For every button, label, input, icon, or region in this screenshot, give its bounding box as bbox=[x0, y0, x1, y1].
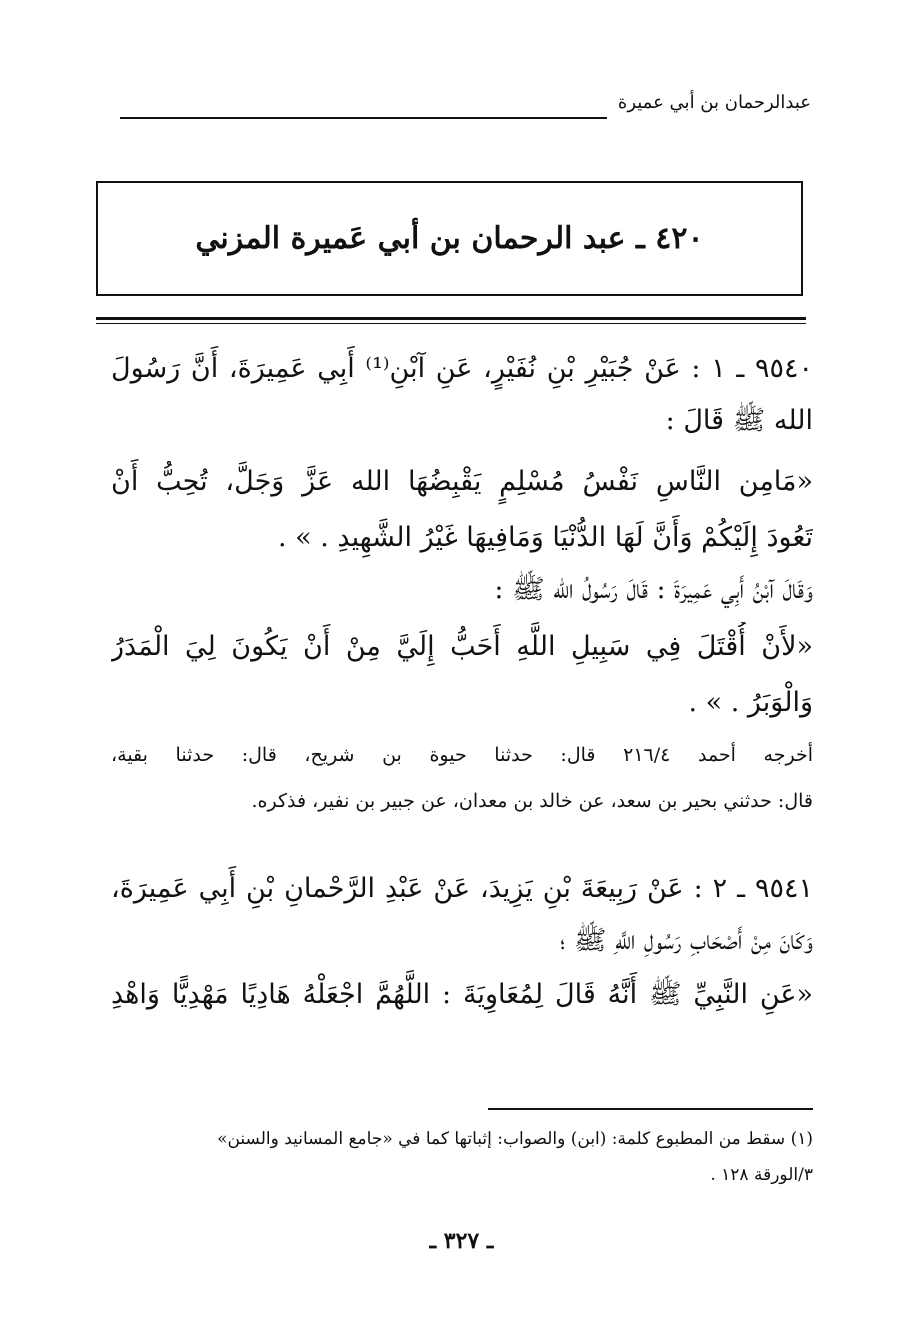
source-note-line-2: قال: حدثني بحير بن سعد، عن خالد بن معدان، عن جبير بن نفير، فذكره. bbox=[251, 790, 813, 812]
chapter-title-box bbox=[96, 181, 803, 296]
chapter-title: ٤٢٠ ـ عبد الرحمان بن أبي عَميرة المزني bbox=[195, 221, 704, 256]
footnote-line-1: (١) سقط من المطبوع كلمة: (ابن) والصواب: إثباتها كما في «جامع المسانيد والسنن» bbox=[217, 1129, 813, 1149]
running-title: عبدالرحمان بن أبي عميرة bbox=[617, 92, 811, 113]
title-rule-thin bbox=[96, 323, 806, 324]
header-rule bbox=[120, 117, 607, 119]
hadith-1-line-5: وَقَالَ آبْنُ أَبِي عَمِيرَةَ : قَالَ رَسُولُ الله ﷺ : bbox=[494, 574, 813, 605]
footnote-line-2: ٣/الورقة ١٢٨ . bbox=[710, 1165, 813, 1185]
hadith-1-line-1: ٩٥٤٠ ـ ١ : عَنْ جُبَيْرِ بْنِ نُفَيْرٍ، عَنِ آبْنِ⁽¹⁾ أَبِي عَمِيرَةَ، أَنَّ رَسُولَ bbox=[111, 353, 813, 384]
hadith-2-line-1: ٩٥٤١ ـ ٢ : عَنْ رَبِيعَةَ بْنِ يَزِيدَ، عَنْ عَبْدِ الرَّحْمانِ بْنِ أَبِي عَمِيرَةَ، bbox=[111, 873, 813, 904]
page-number: ـ ٣٢٧ ـ bbox=[429, 1228, 494, 1254]
hadith-1-line-2: الله ﷺ قَالَ : bbox=[665, 405, 813, 436]
source-note-line-1: أخرجه أحمد ٢١٦/٤ قال: حدثنا حيوة بن شريح، قال: حدثنا بقية، bbox=[111, 744, 813, 766]
hadith-1-line-3: «مَامِن النَّاسِ نَفْسُ مُسْلِمٍ يَقْبِضُهَا الله عَزَّ وَجَلَّ، تُحِبُّ أَنْ bbox=[111, 466, 813, 497]
footnote-rule bbox=[488, 1108, 813, 1110]
hadith-1-line-4: تَعُودَ إِلَيْكُمْ وَأَنَّ لَهَا الدُّنْيَا وَمَافِيهَا غَيْرُ الشَّهِيدِ . » . bbox=[277, 522, 813, 553]
hadith-2-line-2: وَكَانَ مِنْ أَصْحَابِ رَسُولِ اللَّهِ ﷺ ؛ bbox=[559, 925, 813, 956]
hadith-2-line-3: «عَنِ النَّبِيِّ ﷺ أَنَّهُ قَالَ لِمُعَاوِيَةَ : اللَّهُمَّ اجْعَلْهُ هَادِيًا مَهْدِيًّا وَاهْدِ bbox=[111, 979, 813, 1010]
hadith-1-line-6: «لأَنْ أُقْتَلَ فِي سَبِيلِ اللَّهِ أَحَبُّ إِلَيَّ مِنْ أَنْ يَكُونَ لِيَ الْمَدَرُ bbox=[111, 631, 813, 662]
title-rule-thick bbox=[96, 317, 806, 320]
hadith-1-line-7: وَالْوَبَرُ . » . bbox=[688, 687, 813, 718]
